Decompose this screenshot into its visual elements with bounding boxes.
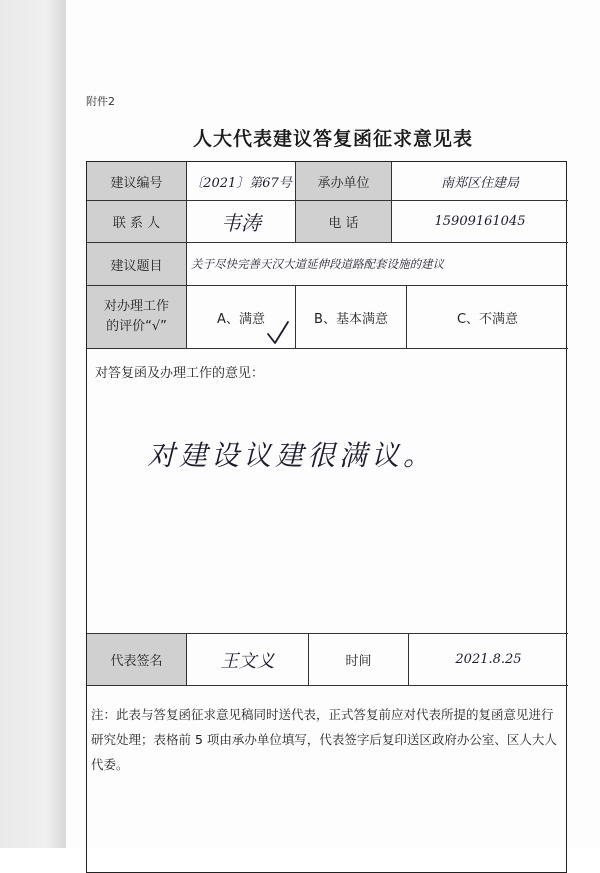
phone-value: 15909161045: [392, 201, 568, 243]
evaluation-label-line2: 的评价“√”: [106, 319, 167, 334]
topic-label: 建议题目: [87, 243, 187, 286]
opinion-handwriting: 对建设议建很满议。: [147, 439, 436, 472]
attachment-label: 附件2: [86, 95, 115, 108]
option-b-basically-satisfied[interactable]: B、基本满意: [296, 286, 407, 349]
contact-label: 联 系 人: [87, 201, 187, 243]
opinion-area: [87, 349, 568, 634]
suggestion-number-label: 建议编号: [87, 162, 187, 201]
suggestion-number-value: 〔2021〕第67号: [187, 162, 296, 201]
handling-unit-label: 承办单位: [296, 162, 392, 201]
checkmark-icon: [266, 320, 290, 346]
time-value: 2021.8.25: [409, 634, 568, 686]
phone-label: 电 话: [296, 201, 392, 243]
contact-value: 韦涛: [187, 201, 296, 243]
signature-value: 王文义: [187, 634, 309, 686]
opinion-form-table: [86, 161, 567, 873]
form-note: 注：此表与答复函征求意见稿同时送代表，正式答复前应对代表所提的复函意见进行研究处理；表格前 5 项由承办单位填写，代表签字后复印送区政府办公室、区人大人代委。: [91, 707, 557, 772]
page-title: 人大代表建议答复函征求意见表: [192, 128, 473, 150]
evaluation-label-line1: 对办理工作: [103, 299, 169, 314]
option-c-unsatisfied[interactable]: C、不满意: [407, 286, 568, 349]
scan-binding-shadow: [0, 0, 66, 848]
topic-value: 关于尽快完善天汉大道延伸段道路配套设施的建议: [187, 243, 568, 286]
option-a-satisfied[interactable]: A、满意: [187, 286, 296, 349]
handling-unit-value: 南郑区住建局: [392, 162, 568, 201]
opinion-label: 对答复函及办理工作的意见：: [95, 366, 265, 381]
signature-label: 代表签名: [87, 634, 187, 686]
time-label: 时间: [309, 634, 409, 686]
evaluation-label: [87, 286, 187, 349]
